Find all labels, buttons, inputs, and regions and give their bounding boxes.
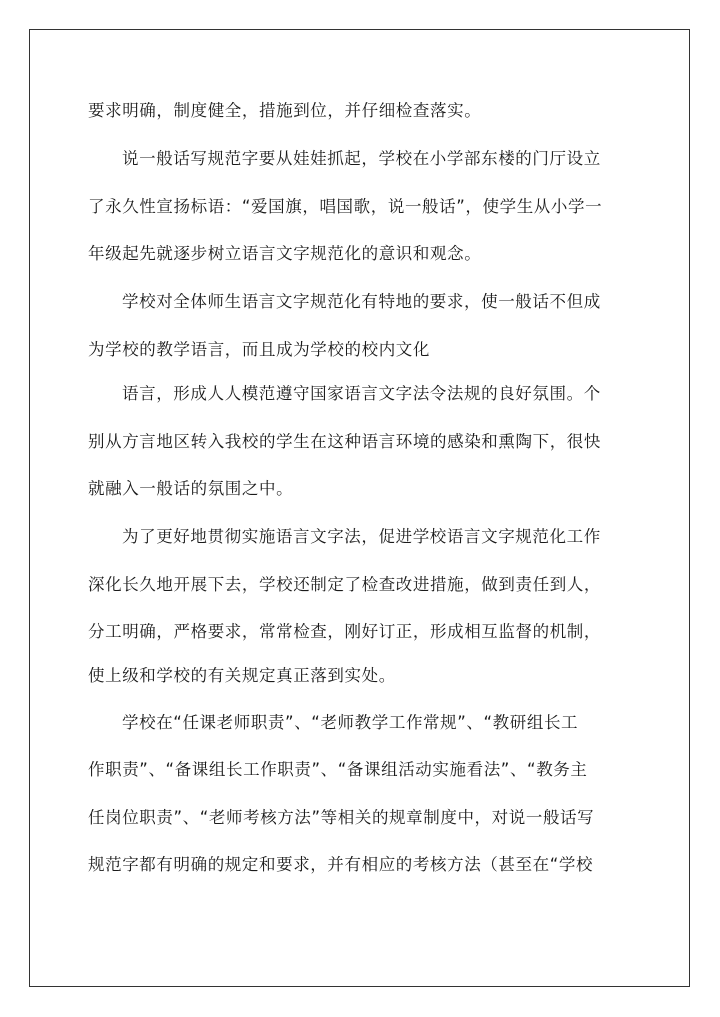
text-line: 就融入一般话的氛围之中。 [88, 479, 294, 498]
text-line: 为了更好地贯彻实施语言文字法，促进学校语言文字规范化工作 [122, 527, 601, 546]
text-line: 学校在“任课老师职责”、“老师教学工作常规”、“教研组长工 [122, 713, 579, 732]
text-line: 别从方言地区转入我校的学生在这种语言环境的感染和熏陶下，很快 [88, 432, 601, 451]
text-line: 学校对全体师生语言文字规范化有特地的要求，使一般话不但成 [122, 292, 601, 311]
text-line: 了永久性宣扬标语：“爱国旗，唱国歌，说一般话”，使学生从小学一 [88, 197, 603, 216]
text-line: 深化长久地开展下去，学校还制定了检查改进措施，做到责任到人， [88, 575, 601, 594]
text-line: 要求明确，制度健全，措施到位，并仔细检查落实。 [88, 101, 482, 120]
text-line: 年级起先就逐步树立语言文字规范化的意识和观念。 [88, 244, 482, 263]
text-line: 使上级和学校的有关规定真正落到实处。 [88, 666, 396, 685]
text-line: 语言，形成人人模范遵守国家语言文字法令法规的良好氛围。个 [122, 384, 601, 403]
text-line: 说一般话写规范字要从娃娃抓起，学校在小学部东楼的门厅设立 [122, 149, 601, 168]
text-line: 分工明确，严格要求，常常检查，刚好订正，形成相互监督的机制， [88, 622, 601, 641]
text-line: 任岗位职责”、“老师考核方法”等相关的规章制度中，对说一般话写 [88, 808, 595, 827]
page-border [29, 29, 690, 987]
text-line: 作职责”、“备课组长工作职责”、“备课组活动实施看法”、“教务主 [88, 760, 588, 779]
text-line: 规范字都有明确的规定和要求，并有相应的考核方法（甚至在“学校 [88, 855, 594, 874]
text-line: 为学校的教学语言，而且成为学校的校内文化 [88, 340, 430, 359]
